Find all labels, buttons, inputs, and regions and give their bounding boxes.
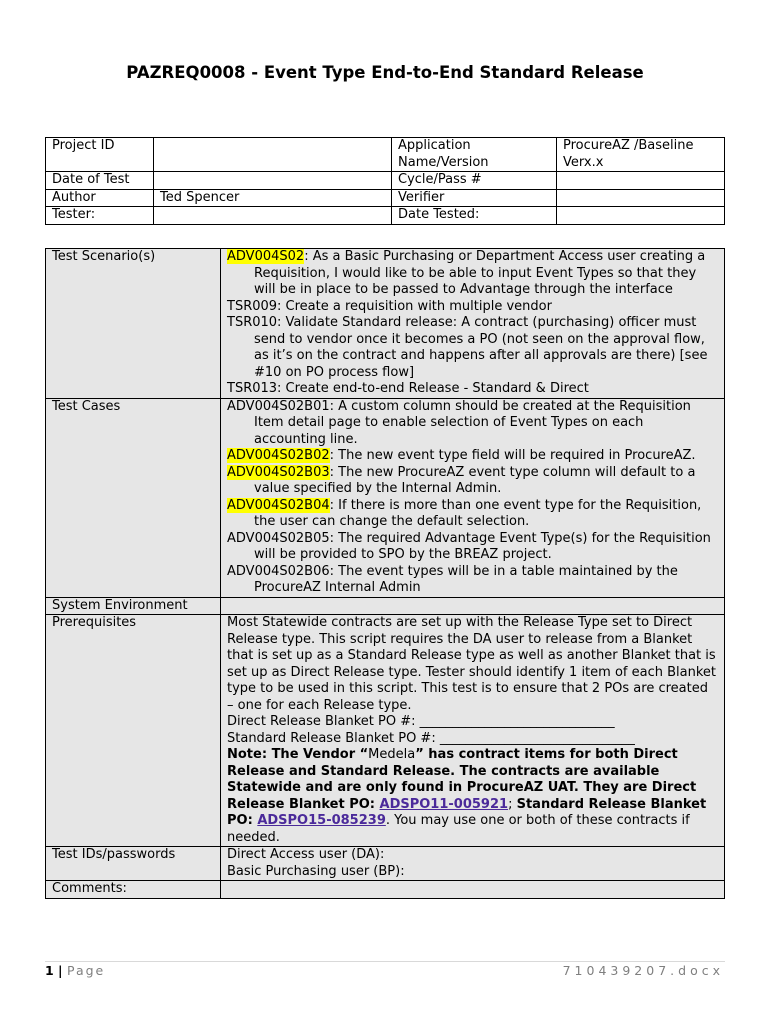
scenarios-label: Test Scenario(s) xyxy=(46,249,221,399)
case-b06: ADV004S02B06: The event types will be in a table maintained by the ProcureAZ Internal Admin xyxy=(227,563,678,595)
test-cases-value xyxy=(221,398,725,597)
date-tested-value xyxy=(557,207,725,225)
scenario-text: : As a Basic Purchasing or Department Access user creating a Requisition, I would like to be able to input Event Types so that they will be in place to be passed to Advantage through the interface xyxy=(254,249,706,297)
tester-label: Tester: xyxy=(46,207,154,225)
test-details-table xyxy=(45,248,725,899)
comments-row xyxy=(46,881,725,899)
test-cases-row xyxy=(46,398,725,597)
note-part-a: Note: The Vendor “ xyxy=(227,747,369,762)
document-title: PAZREQ0008 - Event Type End-to-End Standard Release xyxy=(126,63,644,82)
test-ids-row xyxy=(46,847,725,881)
scenario-code-highlight: ADV004S02 xyxy=(227,249,305,264)
case-text: : The new ProcureAZ event type column will default to a value specified by the Internal Admin. xyxy=(254,464,696,496)
comments-value xyxy=(221,881,725,899)
case-text: : If there is more than one event type for the Requisition, the user can change the default selection. xyxy=(254,497,702,529)
page-num: 1 xyxy=(45,963,54,978)
system-environment-label: System Environment xyxy=(46,597,221,615)
project-info-table xyxy=(45,137,725,225)
prerequisites-label: Prerequisites xyxy=(46,615,221,847)
direct-release-po-link[interactable]: ADSPO11-005921 xyxy=(379,796,509,812)
verifier-label: Verifier xyxy=(392,189,557,207)
prerequisites-value xyxy=(221,615,725,847)
test-ids-value xyxy=(221,847,725,881)
prereq-paragraph: Most Statewide contracts are set up with the Release Type set to Direct Release type. This script requires the DA user to release from a Blanket that is set up as a Standard Release type as well as another Blanket that is set up as Direct Release type. Tester should identify 1 item of each Blanket type to be used in this script. This test is to ensure that 2 POs are created – one for each Release type. xyxy=(227,615,716,713)
case-b01: ADV004S02B01: A custom column should be created at the Requisition Item detail page to enable selection of Event Types on each accounting line. xyxy=(227,398,691,447)
date-tested-label: Date Tested: xyxy=(392,207,557,225)
scenarios-row xyxy=(46,249,725,399)
case-code-highlight: ADV004S02B04 xyxy=(227,497,330,513)
case-text: : The new event type field will be required in ProcureAZ. xyxy=(329,448,696,463)
note-part-d: . You may use one or both of these contracts if needed. xyxy=(227,813,690,845)
date-of-test-value xyxy=(154,172,392,190)
case-b05: ADV004S02B05: The required Advantage Event Type(s) for the Requisition will be provided to SPO by the BREAZ project. xyxy=(227,530,711,562)
cycle-value xyxy=(557,172,725,190)
footer-divider xyxy=(45,961,725,962)
case-b04 xyxy=(227,498,718,531)
case-b03 xyxy=(227,465,718,498)
note-part-c: Standard Release Blanket PO: xyxy=(227,796,707,828)
author-label: Author xyxy=(46,189,154,207)
verifier-value xyxy=(557,189,725,207)
page-sep: | xyxy=(53,963,67,978)
author-value: Ted Spencer xyxy=(154,189,392,207)
system-environment-row xyxy=(46,597,725,615)
page-number xyxy=(45,963,105,978)
comments-label: Comments: xyxy=(46,881,221,899)
scenario-tsr010: TSR010: Validate Standard release: A contract (purchasing) officer must send to vendor once it becomes a PO (not seen on the approval flow, as it’s on the contract and happens after all approvals are there) [see #10 on PO process flow] xyxy=(227,315,708,380)
project-id-label: Project ID xyxy=(46,138,154,172)
project-id-value xyxy=(154,138,392,172)
vendor-name: Medela xyxy=(368,747,416,762)
scenario-adv004s02 xyxy=(227,249,718,299)
da-user-line: Direct Access user (DA): xyxy=(227,847,385,862)
system-environment-value xyxy=(221,597,725,615)
cycle-label: Cycle/Pass # xyxy=(392,172,557,190)
direct-release-po-line: Direct Release Blanket PO #: ______________________________ xyxy=(227,714,615,729)
app-name-label: Application Name/Version xyxy=(392,138,557,172)
test-ids-label: Test IDs/passwords xyxy=(46,847,221,881)
note-part-b: ” has contract items for both Direct Release and Standard Release. The contracts are available Statewide and are only found in ProcureAZ UAT. They are Direct Release Blanket PO: xyxy=(227,747,697,812)
vendor-note xyxy=(227,747,718,846)
prerequisites-row xyxy=(46,615,725,847)
page-word: Page xyxy=(66,963,106,978)
tester-value xyxy=(154,207,392,225)
standard-release-po-line: Standard Release Blanket PO #: ______________________________ xyxy=(227,730,635,746)
footer-filename: 710439207.docx xyxy=(562,963,724,978)
app-name-value: ProcureAZ /Baseline Verx.x xyxy=(557,138,725,172)
bp-user-line: Basic Purchasing user (BP): xyxy=(227,863,405,879)
scenarios-value xyxy=(221,249,725,399)
case-code-highlight: ADV004S02B03 xyxy=(227,464,330,480)
scenario-tsr013: TSR013: Create end-to-end Release - Standard & Direct xyxy=(227,381,589,396)
case-code-highlight: ADV004S02B02 xyxy=(227,448,330,463)
note-separator: ; xyxy=(508,796,517,812)
case-b02 xyxy=(227,448,718,465)
date-of-test-label: Date of Test xyxy=(46,172,154,190)
standard-release-po-link[interactable]: ADSPO15-085239 xyxy=(257,813,386,828)
test-cases-label: Test Cases xyxy=(46,398,221,597)
scenario-tsr009: TSR009: Create a requisition with multiple vendor xyxy=(227,298,552,314)
